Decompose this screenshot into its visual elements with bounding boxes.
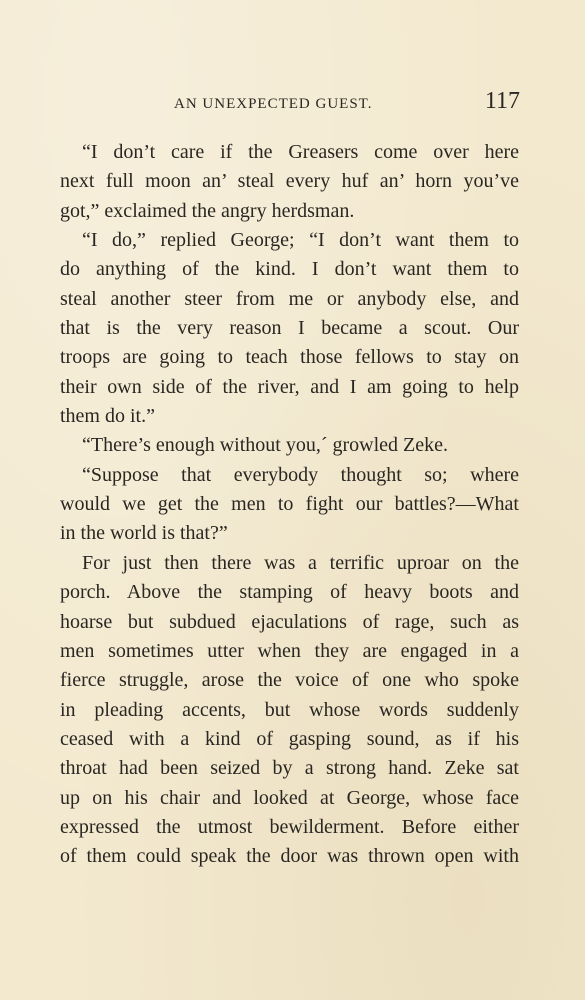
text-line: got,” exclaimed the angry herdsman. [60, 199, 355, 222]
text-line: For just then there was a terrific uproar on the [82, 551, 519, 574]
text-line: that is the very reason I became a scout. Our [60, 317, 519, 340]
text-line: fierce struggle, arose the voice of one who spoke [60, 669, 519, 692]
text-line: “There’s enough without you,´ growled Zeke. [82, 434, 449, 457]
text-line: of them could speak the door was thrown open with [60, 845, 519, 868]
text-line: expressed the utmost bewilderment. Before either [60, 815, 519, 838]
text-line: next full moon an’ steal every huf an’ horn you’ve [60, 170, 519, 193]
text-line: in the world is that?” [60, 522, 228, 545]
text-line: their own side of the river, and I am going to help [60, 375, 519, 398]
text-line: would we get the men to fight our battles?—What [60, 493, 519, 516]
text-line: “I do,” replied George; “I don’t want them to [82, 229, 519, 252]
text-line: porch. Above the stamping of heavy boots and [60, 581, 519, 604]
text-line: men sometimes utter when they are engaged in a [60, 639, 519, 662]
text-line: hoarse but subdued ejaculations of rage, such as [60, 610, 519, 633]
running-head [60, 88, 520, 122]
text-line: in pleading accents, but whose words suddenly [60, 698, 519, 721]
text-line: steal another steer from me or anybody else, and [60, 287, 519, 310]
text-line: them do it.” [60, 405, 155, 428]
text-line: “Suppose that everybody thought so; where [82, 463, 519, 486]
running-title: AN UNEXPECTED GUEST. [174, 96, 373, 112]
text-line: up on his chair and looked at George, whose face [60, 786, 519, 809]
text-line: “I don’t care if the Greasers come over here [82, 141, 519, 163]
page-number: 117 [484, 88, 520, 114]
text-line: ceased with a kind of gasping sound, as if his [60, 727, 519, 750]
text-line: troops are going to teach those fellows to stay on [60, 346, 519, 369]
text-line: throat had been seized by a strong hand. Zeke sat [60, 757, 519, 780]
text-line: do anything of the kind. I don’t want them to [60, 258, 519, 281]
body-text [60, 138, 519, 872]
